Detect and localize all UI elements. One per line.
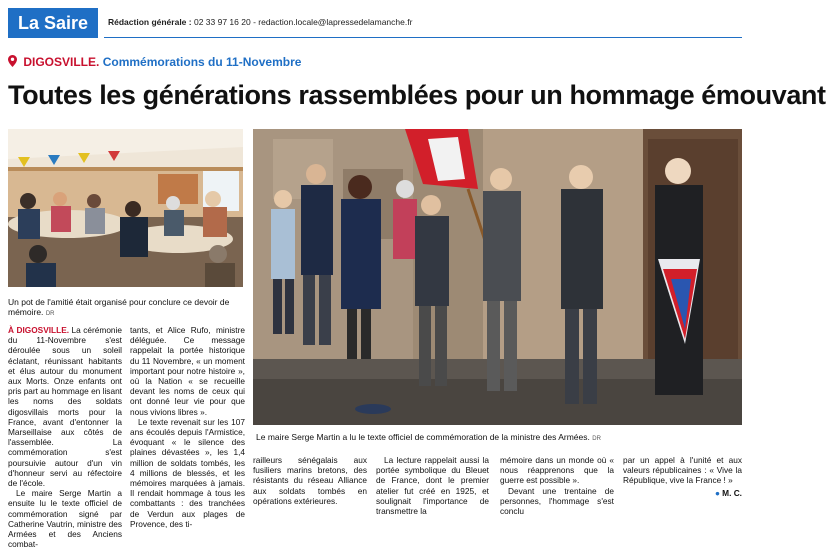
brand-logo: La Saire — [8, 8, 98, 38]
photo-credit: DR — [592, 436, 601, 442]
kicker-location: DIGOSVILLE. — [23, 55, 100, 69]
paragraph-text: La cérémonie du 11-Novembre s'est déroulée sous un soleil éclatant, réunissant habitants et élus autour du monument aux Morts. Onze enfants ont pris part au hommage en lisant les noms des soldats digosvillais morts pour la France, avant d'entonner la Marseillaise aux côtés de l'assemblée. La commémoration s'est poursuivie autour d'un vin d'honneur servi au réfectoire de l'école. — [8, 325, 123, 489]
contact-line — [108, 17, 412, 27]
article-column-1 — [8, 325, 122, 549]
reception-photo — [8, 129, 243, 287]
article-paragraph — [8, 325, 122, 488]
article-lead-in: À DIGOSVILLE. — [8, 325, 70, 335]
caption-text: Le maire Serge Martin a lu le texte officiel de commémoration de la ministre des Armées. — [256, 432, 590, 442]
caption-text: Un pot de l'amitié était organisé pour conclure ce devoir de mémoire. — [8, 297, 230, 317]
kicker — [8, 55, 301, 69]
author-signature — [623, 488, 742, 498]
contact-details: 02 33 97 16 20 - redaction.locale@lapressedelamanche.fr — [193, 17, 413, 27]
location-pin-icon — [8, 55, 17, 67]
masthead-rule — [104, 37, 742, 38]
signature-bullet-icon: ● — [714, 487, 720, 498]
article-column-5 — [500, 455, 614, 516]
ceremony-photo-caption — [256, 432, 742, 444]
article-column-3 — [253, 455, 367, 506]
headline: Toutes les générations rassemblées pour un hommage émouvant — [8, 80, 826, 110]
signature-text: M. C. — [722, 487, 742, 498]
article-paragraph: Le texte revenait sur les 107 ans écoulés depuis l'Armistice, évoquant « le silence des plaines dévastées », les 1,4 million de soldats tombés, les 4 millions de blessés, et les mémoires marquées à jamais. Il rendait hommage à tous les combattants : des tranchées de Verdun aux plages de Provence, des ti- — [130, 416, 245, 529]
article-column-2 — [130, 325, 245, 529]
article-paragraph: par un appel à l'unité et aux valeurs républicaines : « Vive la République, vive la France ! » — [623, 455, 742, 486]
photo-credit: DR — [45, 311, 55, 317]
ceremony-photo — [253, 129, 742, 425]
article-paragraph: railleurs sénégalais aux fusiliers marins bretons, des résistants du réseau Alliance aux soldats tombés en opérations extérieures. — [253, 455, 367, 506]
article-paragraph: mémoire dans un monde où « nous réapprenons que la guerre est possible ». — [500, 455, 614, 486]
article-column-4 — [376, 455, 489, 516]
article-paragraph: Devant une trentaine de personnes, l'hommage s'est conclu — [500, 485, 614, 517]
article-paragraph: Le maire Serge Martin a ensuite lu le texte officiel de commémoration signé par Catherine Vautrin, ministre des Armées et des Anciens combat- — [8, 488, 122, 549]
kicker-event: Commémorations du 11-Novembre — [102, 55, 302, 69]
article-paragraph: La lecture rappelait aussi la portée symbolique du Bleuet de France, dont le premier atelier fut créé en 1925, et soulignait l'importance de transmettre la — [376, 455, 489, 517]
masthead — [8, 8, 742, 40]
contact-label: Rédaction générale : — [108, 17, 192, 27]
reception-photo-caption — [8, 297, 243, 319]
article-column-6 — [623, 455, 742, 498]
article-paragraph: tants, et Alice Rufo, ministre déléguée. Ce message rappelait la portée historique du 11 Novembre, « un moment important pour notre histoire », où la Nation « se recueille devant les noms de ceux qui ont donné leur vie pour que nous vivions libres ». — [130, 325, 245, 417]
